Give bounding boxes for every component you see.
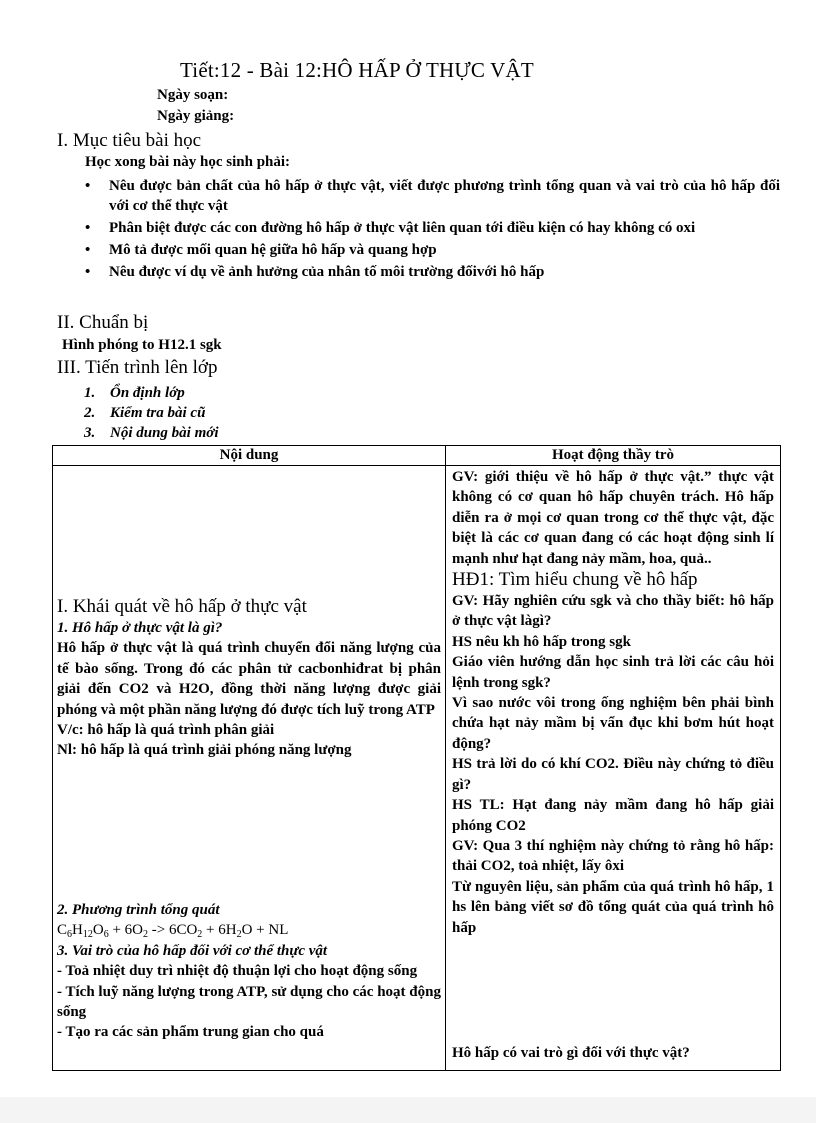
lesson-table	[52, 445, 781, 1071]
activities-column	[452, 467, 774, 938]
column-header-activities: Hoạt động thầy trò	[551, 447, 675, 463]
role-item-1: - Toả nhiệt duy trì nhiệt độ thuận lợi cho hoạt động sống	[57, 963, 418, 980]
section-procedure-heading: III. Tiến trình lên lớp	[57, 357, 218, 378]
activity-line: GV: Qua 3 thí nghiệm này chứng tỏ rằng hô hấp: thải CO2, toả nhiệt, lấy ôxi	[452, 837, 774, 875]
header-divider	[53, 465, 780, 466]
page-bottom-bar	[0, 1097, 816, 1123]
role-item-3: - Tạo ra các sản phẩm trung gian cho quá	[57, 1024, 324, 1041]
list-item: 3. Nội dung bài mới	[84, 425, 219, 441]
content-heading: I. Khái quát về hô hấp ở thực vật	[57, 596, 307, 617]
activity-1-heading: HĐ1: Tìm hiểu chung về hô hấp	[452, 569, 698, 591]
content-subheading-1: 1. Hô hấp ở thực vật là gì?	[57, 620, 223, 636]
activity-line: HS nêu kh hô hấp trong sgk	[452, 633, 631, 650]
column-header-content: Nội dung	[219, 447, 279, 463]
bullet-icon: •	[85, 220, 91, 236]
content-definition: Hô hấp ở thực vật là quá trình chuyển đổi năng lượng của tế bào sống. Trong đó các phân tử cacbonhiđrat bị phân giải đến CO2 và H2O, đồng thời năng lượng được giải phóng và một phần năng lượng đó được tích luỹ trong ATP	[57, 640, 441, 718]
date-prepared: Ngày soạn:	[157, 87, 229, 103]
content-subheading-3: 3. Vai trò của hô hấp đối với cơ thể thực vật	[57, 942, 328, 959]
list-item: 1. Ổn định lớp	[84, 385, 185, 401]
content-subheading-2: 2. Phương trình tổng quát	[57, 902, 220, 918]
list-item: • Phân biệt được các con đường hô hấp ở thực vật liên quan tới điều kiện có hay không có oxi	[85, 220, 696, 236]
procedure-steps	[84, 383, 219, 443]
activities-column-bottom	[452, 1043, 774, 1063]
lesson-title: Tiết:12 - Bài 12:HÔ HẤP Ở THỰC VẬT	[180, 58, 534, 82]
section-preparation-heading: II. Chuẩn bị	[57, 312, 149, 333]
date-taught: Ngày giảng:	[157, 108, 235, 124]
teacher-intro: GV: giới thiệu về hô hấp ở thực vật.” thực vật không có cơ quan hô hấp chuyên trách. Hô hấp diễn ra ở mọi cơ quan trong cơ thể thực vật, đặc biệt là các cơ quan đang có các hoạt động sinh lí mạnh như hạt đang nảy mầm, hoa, quả..	[452, 469, 774, 567]
activity-line: Từ nguyên liệu, sản phẩm của quá trình hô hấp, 1 hs lên bảng viết sơ đồ tổng quát của quá trình hô hấp	[452, 878, 774, 936]
bullet-icon: •	[85, 242, 91, 258]
activity-line: Giáo viên hướng dẫn học sinh trả lời các câu hỏi lệnh trong sgk?	[452, 654, 774, 691]
activity-line: HS TL: Hạt đang nảy mầm đang hô hấp giải phóng CO2	[452, 797, 774, 834]
column-divider	[445, 446, 446, 1070]
preparation-text: Hình phóng to H12.1 sgk	[62, 337, 222, 353]
list-item: • Nêu được ví dụ về ảnh hưởng của nhân tố môi trường đốivới hô hấp	[85, 264, 545, 280]
activity-line: Hô hấp có vai trò gì đối với thực vật?	[452, 1045, 690, 1061]
list-item: 2. Kiểm tra bài cũ	[84, 405, 206, 421]
activity-line: HS trả lời do có khí CO2. Điều này chứng tỏ điều gì?	[452, 756, 774, 793]
content-column-lower	[57, 900, 441, 1043]
activity-line: Vì sao nước vôi trong ống nghiệm bên phải bình chứa hạt nảy mầm bị vẩn đục khi bơm hút hoạt động?	[452, 695, 774, 752]
objectives-list	[85, 176, 780, 284]
role-item-2: - Tích luỹ năng lượng trong ATP, sử dụng cho các hoạt động sống	[57, 983, 441, 1021]
bullet-icon: •	[85, 178, 91, 194]
list-item: • Nêu được bản chất của hô hấp ở thực vật, viết được phương trình tổng quan và vai trò của hô hấp đối với cơ thể thực vật	[85, 178, 780, 214]
list-item: • Mô tả được mối quan hệ giữa hô hấp và quang hợp	[85, 242, 437, 258]
objectives-intro: Học xong bài này học sinh phải:	[85, 154, 291, 170]
activity-line: GV: Hãy nghiên cứu sgk và cho thầy biết: hô hấp ở thực vật làgì?	[452, 593, 774, 630]
content-column	[57, 596, 441, 761]
section-objectives-heading: I. Mục tiêu bài học	[57, 130, 202, 151]
content-note-energy: Nl: hô hấp là quá trình giải phóng năng lượng	[57, 742, 352, 759]
content-note-matter: V/c: hô hấp là quá trình phân giải	[57, 722, 275, 739]
respiration-equation: $C_6H_{12}O_6 + 6O_2 -> 6CO_2 + 6H_2O$ + NL	[57, 922, 289, 941]
bullet-icon: •	[85, 264, 91, 280]
